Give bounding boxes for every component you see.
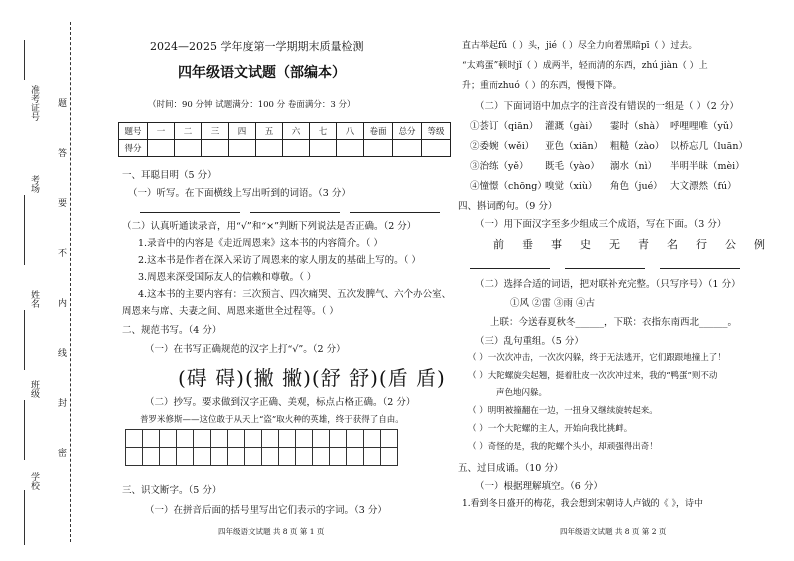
pinyin-line: “太鸡蛋”顿时jǐ（ ）成两半，轻而清的东西，zhú jiàn（ ）上 — [462, 61, 708, 71]
reorder-sentence: （ ）明明被撞翻在一边，一扭身又继续旋转起来。 — [468, 406, 658, 416]
option-c: 半明半昧（mèi） — [670, 161, 745, 172]
score-header-cell: 一 — [148, 123, 175, 140]
score-header-cell: 总分 — [393, 123, 422, 140]
score-header-cell: 四 — [229, 123, 256, 140]
option-d: 嗅觉（xiù） — [545, 181, 598, 192]
score-header-cell: 三 — [202, 123, 229, 140]
s2-question-1: （一）在书写正确规范的汉字上打“√”。（2 分） — [145, 344, 346, 355]
r-question-2: （二）下面词语中加点字的注音没有错误的一组是（ ）（2 分） — [475, 101, 739, 112]
school-label: 学校 — [29, 472, 39, 490]
score-header-row — [119, 123, 451, 140]
s1-question-2: （二）认真听通读录音，用“√”和“×”判断下列说法是否正确。（2 分） — [122, 221, 417, 232]
name-field[interactable] — [24, 310, 25, 370]
s3-question-1: （一）在拼音后面的括号里写出它们表示的字词。（3 分） — [145, 505, 387, 516]
s5-item-1[interactable]: 1.看到冬日盛开的梅花，我会想到宋朝诗人卢钺的《 》，诗中 — [462, 499, 703, 509]
pinyin-line: 直古举起fǔ（ ）头，jié（ ）尽全力向着黑暗pī（ ）过去。 — [462, 41, 698, 51]
exam-room-label: 考场 — [29, 175, 39, 193]
reorder-sentence: （ ）大陀螺旋尖起翘，挺着肚皮一次次冲过来，我的“鸭蛋”则不动 — [468, 371, 718, 381]
option-a: 霎时（shà） — [610, 121, 665, 132]
seal-char: 要 — [58, 199, 68, 209]
score-cell[interactable] — [337, 140, 364, 157]
option-c: 既毛（yào） — [545, 161, 600, 172]
seal-char: 答 — [58, 149, 68, 159]
s2-question-2: （二）抄写。要求做到汉字正确、美观，标点占格正确。（2 分） — [145, 397, 416, 408]
idiom-answer-line[interactable] — [565, 268, 645, 269]
option-b: 亚色（xiān） — [545, 141, 604, 152]
s4-question-2: （二）选择合适的词语，把对联补充完整。（只写序号）（1 分） — [475, 279, 741, 290]
score-cell[interactable] — [364, 140, 393, 157]
pinyin-line: 升；重而zhuó（ ）的东西，慢慢下降。 — [462, 81, 622, 91]
score-header-cell: 等级 — [422, 123, 451, 140]
section-2-heading: 二、规范书写。（4 分） — [122, 325, 222, 336]
score-header-cell: 八 — [337, 123, 364, 140]
reorder-sentence: （ ）一个大陀螺的主人，开始向我比挑衅。 — [468, 424, 633, 434]
answer-line[interactable] — [350, 212, 440, 213]
seal-char: 线 — [58, 349, 68, 359]
section-3-heading: 三、识文断字。（5 分） — [122, 485, 222, 496]
answer-line[interactable] — [250, 212, 340, 213]
class-field[interactable] — [24, 400, 25, 460]
seal-char: 内 — [58, 299, 68, 309]
couplet-line[interactable]: 上联：今送春夏秋冬______，下联：衣指东南西北______。 — [490, 317, 738, 328]
score-cell[interactable] — [422, 140, 451, 157]
score-row-label: 得分 — [119, 140, 148, 157]
option-d: ④憧憬（chōng） — [470, 181, 547, 192]
s1-item: 1.录音中的内容是《走近周恩来》这本书的内容简介。（ ） — [138, 238, 383, 249]
score-header-cell: 卷面 — [364, 123, 393, 140]
score-cell[interactable] — [175, 140, 202, 157]
page-footer-2: 四年级语文试题 共 8 页 第 2 页 — [560, 527, 667, 536]
score-cell[interactable] — [283, 140, 310, 157]
idiom-characters: 前垂事史无青名行公例 — [493, 238, 783, 251]
name-label: 姓名 — [29, 290, 39, 308]
class-label: 班级 — [29, 380, 39, 398]
score-cell[interactable] — [148, 140, 175, 157]
score-header-cell: 题号 — [119, 123, 148, 140]
writing-grid[interactable] — [126, 430, 398, 466]
s2-copy-sentence: 普罗米修斯——这位敢于从天上“盗”取火种的英雄，终于获得了自由。 — [140, 415, 404, 425]
option-b: ②委婉（wěi） — [470, 141, 535, 152]
s1-item: 4.这本书的主要内容有：三次预言、四次痛哭、五次发脾气、六个办公室、 — [138, 289, 452, 300]
s1-item: 2.这本书是作者在深入采访了周恩来的家人朋友的基础上写的。（ ） — [138, 255, 421, 266]
option-b: 粗糙（zào） — [610, 141, 665, 152]
option-d: 大文漂然（fú） — [670, 181, 737, 192]
option-c: ③治练（yě） — [470, 161, 529, 172]
score-cell[interactable] — [310, 140, 337, 157]
option-d: 角色（jué） — [610, 181, 663, 192]
exam-info: （时间：90 分钟 试题满分：100 分 卷面满分：3 分） — [148, 100, 356, 110]
school-field[interactable] — [24, 490, 25, 545]
seal-char: 密 — [58, 449, 68, 459]
s4-question-1: （一）用下面汉字至多少组成三个成语，写在下面。（3 分） — [475, 219, 727, 230]
s1-item: 周恩来与席、夫妻之间、周恩来逝世全过程等。（ ） — [122, 306, 339, 317]
score-header-cell: 七 — [310, 123, 337, 140]
score-cell[interactable] — [229, 140, 256, 157]
score-cell[interactable] — [202, 140, 229, 157]
answer-line[interactable] — [140, 212, 240, 213]
seal-char: 题 — [58, 99, 68, 109]
idiom-answer-line[interactable] — [660, 268, 740, 269]
reorder-sentence: 声色地闪躲。 — [496, 388, 548, 398]
option-a: 呼哩哩唯（yǔ） — [670, 121, 739, 132]
score-row — [119, 140, 451, 157]
s4-question-3: （三）乱句重组。（5 分） — [475, 336, 584, 347]
ticket-number-field[interactable] — [24, 40, 25, 80]
exam-room-field[interactable] — [24, 195, 25, 265]
s1-question-1: （一）听写。在下面横线上写出听到的词语。（3 分） — [128, 188, 351, 199]
score-cell[interactable] — [256, 140, 283, 157]
score-table — [118, 122, 451, 157]
s1-item: 3.周恩来深受国际友人的信赖和尊敬。（ ） — [138, 272, 317, 283]
s5-question-1: （一）根据理解填空。（6 分） — [475, 481, 603, 492]
option-a: ①荟订（qiān） — [470, 121, 539, 132]
score-header-cell: 六 — [283, 123, 310, 140]
page-footer-1: 四年级语文试题 共 8 页 第 1 页 — [218, 527, 325, 536]
section-5-heading: 五、过目成诵。（10 分） — [458, 463, 564, 474]
ticket-number-label: 准考证号 — [29, 85, 39, 121]
section-4-heading: 四、斟词酌句。（9 分） — [458, 201, 558, 212]
option-a: 灌溉（gài） — [545, 121, 598, 132]
score-header-cell: 五 — [256, 123, 283, 140]
score-header-cell: 二 — [175, 123, 202, 140]
exam-subtitle: 四年级语文试题（部编本） — [178, 65, 346, 81]
binding-line — [70, 22, 71, 542]
score-cell[interactable] — [393, 140, 422, 157]
option-c: 溺水（nì） — [610, 161, 658, 172]
reorder-sentence: （ ）一次次冲击，一次次闪躲，终于无法逃开，它们跟跟地撞上了！ — [468, 353, 726, 363]
seal-char: 封 — [58, 399, 68, 409]
reorder-sentence: （ ）奇怪的是，我的陀螺个头小，却顽强得出奇！ — [468, 442, 658, 452]
option-b: 以桥忘几（luān） — [670, 141, 748, 152]
couplet-options: ①风 ②雷 ③雨 ④古 — [510, 298, 596, 309]
s2-character-pairs[interactable]: (碍 碍)(撇 撇)(舒 舒)(盾 盾) — [178, 366, 446, 390]
exam-title: 2024—2025 学年度第一学期期末质量检测 — [150, 40, 364, 53]
section-1-heading: 一、耳聪目明（5 分） — [122, 170, 217, 181]
seal-char: 不 — [58, 249, 68, 259]
idiom-answer-line[interactable] — [470, 268, 550, 269]
